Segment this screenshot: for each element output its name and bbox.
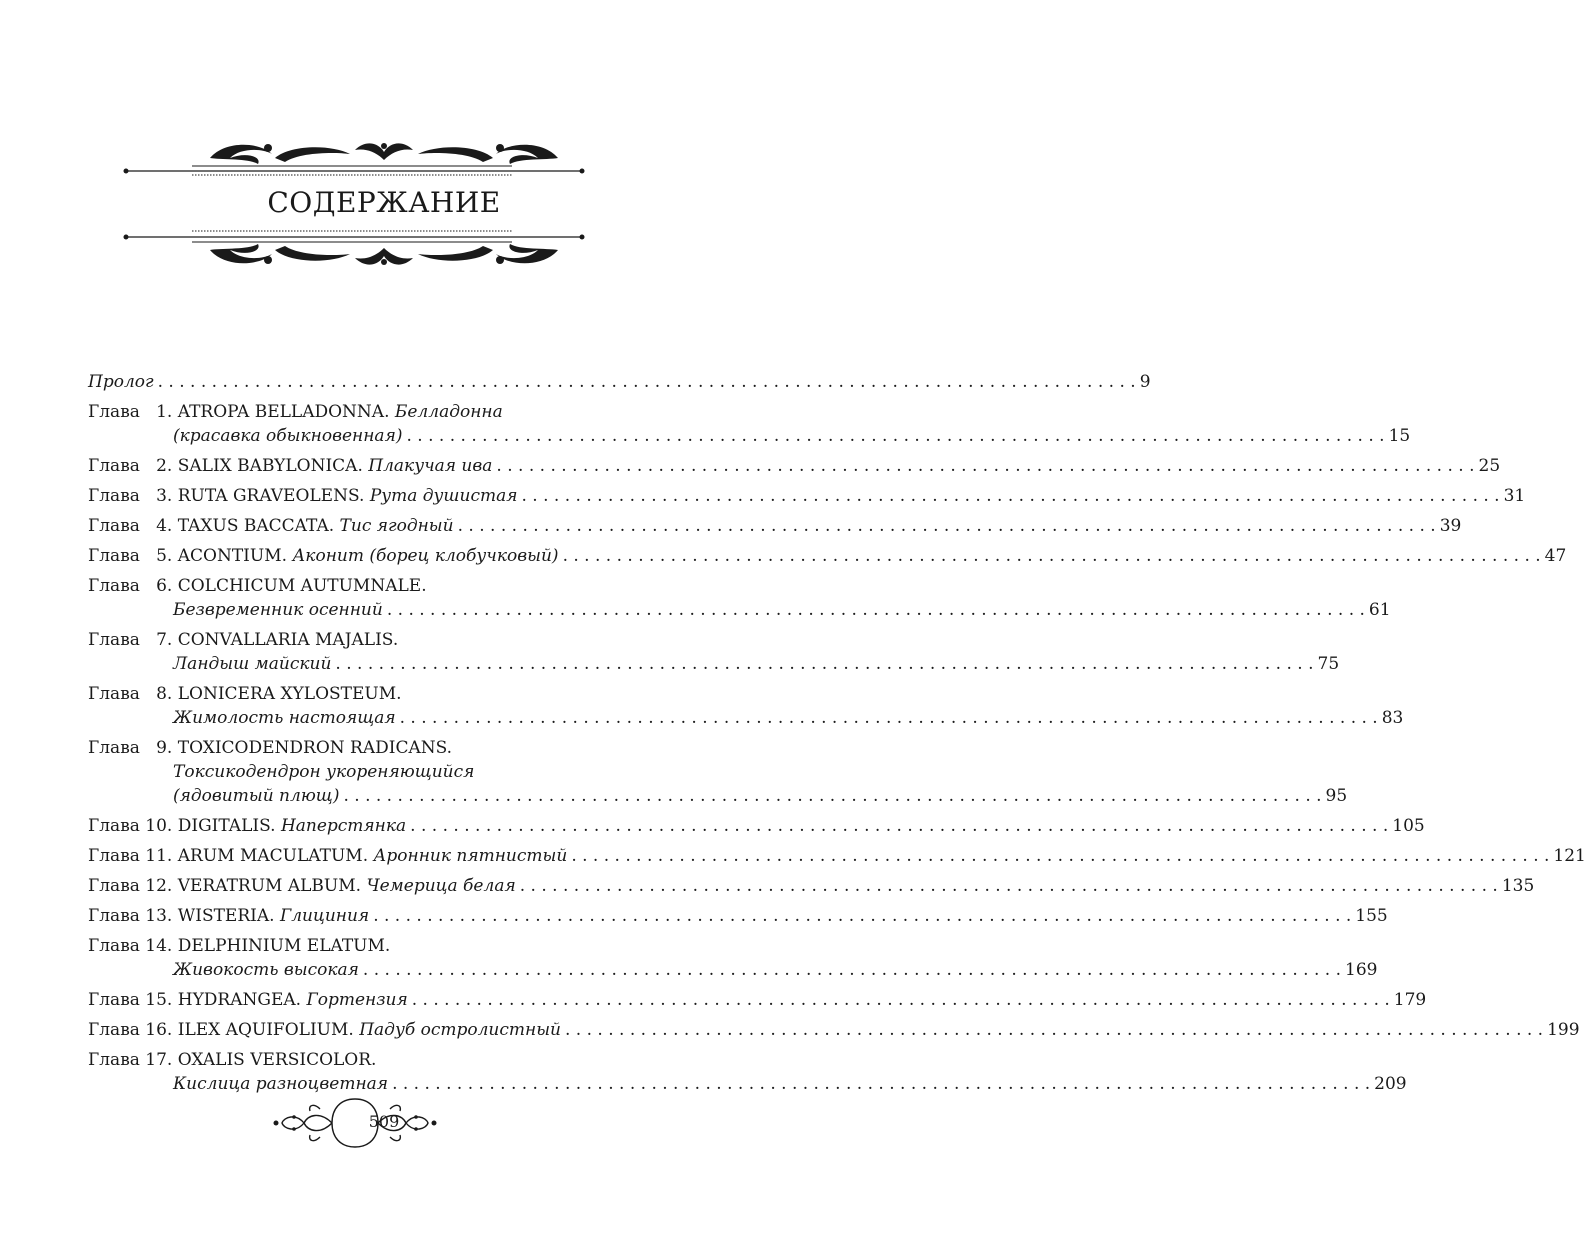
page-ref: 75 (1317, 654, 1340, 674)
page-ref: 47 (1544, 546, 1567, 566)
entry-title (178, 514, 454, 538)
chapter-label: Глава 10. (88, 816, 178, 836)
page-ref: 25 (1478, 456, 1501, 476)
common-name: Рута душистая (369, 486, 518, 506)
dot-leader (520, 874, 1498, 898)
toc-entry (88, 370, 1151, 394)
chapter-label: Глава 4. (88, 516, 178, 536)
page-ref: 39 (1439, 516, 1462, 536)
chapter-label: Глава 1. (88, 402, 178, 422)
chapter-label: Глава 8. (88, 684, 178, 704)
chapter-label: Глава 13. (88, 906, 178, 926)
toc-line (88, 874, 1535, 898)
chapter-label: Глава 11. (88, 846, 178, 866)
dot-leader (343, 784, 1321, 808)
entry-title (178, 844, 568, 868)
toc-line (88, 958, 1378, 982)
toc-line (88, 1048, 620, 1072)
toc-entry (88, 514, 1462, 538)
entry-title (173, 958, 359, 982)
latin-name: ATROPA BELLADONNA. (177, 402, 395, 422)
toc-entry (88, 544, 1567, 568)
dot-leader (363, 958, 1341, 982)
toc-line (88, 988, 1427, 1012)
common-name: Аронник пятнистый (373, 846, 568, 866)
chapter-label: Глава 3. (88, 486, 178, 506)
entry-title (178, 904, 369, 928)
chapter-label: Глава 12. (88, 876, 178, 896)
dot-leader (158, 370, 1136, 394)
common-name: Чемерица белая (366, 876, 516, 896)
toc-line (88, 784, 1348, 808)
common-name: Аконит (борец клобучковый) (292, 546, 559, 566)
toc-entry (88, 934, 1378, 982)
toc-line (88, 904, 1388, 928)
latin-name: COLCHICUM AUTUMNALE. (177, 576, 427, 596)
common-name: Падуб остролистный (359, 1020, 561, 1040)
latin-name: VERATRUM ALBUM. (177, 876, 367, 896)
common-name: Токсикодендрон укореняющийся (173, 762, 475, 782)
toc-line (88, 400, 620, 424)
toc-line (88, 628, 620, 652)
toc-entry (88, 904, 1388, 928)
toc-line (88, 484, 1526, 508)
toc-line (88, 682, 620, 706)
toc-line (88, 706, 1404, 730)
common-name: Пролог (88, 372, 154, 392)
page-ref: 83 (1381, 708, 1404, 728)
latin-name: TOXICODENDRON RADICANS. (177, 738, 453, 758)
entry-title (173, 784, 339, 808)
toc-line (88, 1018, 1580, 1042)
entry-title (178, 736, 452, 760)
entry-title (173, 652, 331, 676)
dot-leader (335, 652, 1313, 676)
common-name: Кислица разноцветная (173, 1074, 389, 1094)
latin-name: HYDRANGEA. (177, 990, 307, 1010)
dot-leader (496, 454, 1474, 478)
common-name: Жимолость настоящая (173, 708, 396, 728)
entry-title (178, 934, 391, 958)
dot-leader (458, 514, 1436, 538)
entry-title (173, 706, 396, 730)
common-name: Живокость высокая (173, 960, 359, 980)
common-name: Белладонна (394, 402, 503, 422)
toc-entry (88, 574, 1391, 622)
chapter-label: Глава 5. (88, 546, 178, 566)
table-of-contents (88, 370, 1586, 1102)
latin-name: DIGITALIS. (177, 816, 281, 836)
toc-line (88, 736, 620, 760)
entry-title (178, 628, 399, 652)
entry-title (178, 1018, 561, 1042)
entry-title (173, 424, 402, 448)
chapter-label: Глава 6. (88, 576, 178, 596)
toc-entry (88, 1048, 1407, 1096)
entry-title (178, 814, 406, 838)
latin-name: WISTERIA. (177, 906, 280, 926)
dot-leader (392, 1072, 1370, 1096)
toc-entry (88, 454, 1501, 478)
page-ref: 209 (1374, 1074, 1407, 1094)
page-ref: 179 (1393, 990, 1427, 1010)
dot-leader (412, 988, 1390, 1012)
page-ref: 105 (1392, 816, 1425, 836)
toc-line (88, 844, 1586, 868)
toc-entry (88, 988, 1427, 1012)
toc-line (88, 934, 620, 958)
toc-line (88, 598, 1391, 622)
page-ref: 169 (1345, 960, 1378, 980)
entry-title (178, 988, 408, 1012)
page-ref: 199 (1547, 1020, 1580, 1040)
toc-line (88, 760, 620, 784)
chapter-label: Глава 9. (88, 738, 178, 758)
toc-line (88, 514, 1462, 538)
latin-name: SALIX BABYLONICA. (177, 456, 369, 476)
toc-line (88, 652, 1340, 676)
toc-line (88, 454, 1501, 478)
chapter-label: Глава 7. (88, 630, 178, 650)
entry-title (178, 454, 493, 478)
common-name: Безвременник осенний (173, 600, 383, 620)
page-ref: 95 (1325, 786, 1348, 806)
common-name: Гортензия (306, 990, 408, 1010)
dot-leader (563, 544, 1541, 568)
common-name: Глициния (279, 906, 370, 926)
page-ref: 135 (1501, 876, 1535, 896)
page-ref: 9 (1139, 372, 1151, 392)
common-name: (красавка обыкновенная) (173, 426, 403, 446)
dot-leader (387, 598, 1365, 622)
toc-entry (88, 844, 1586, 868)
chapter-label: Глава 14. (88, 936, 178, 956)
latin-name: ILEX AQUIFOLIUM. (177, 1020, 360, 1040)
toc-line (88, 544, 1567, 568)
toc-line (88, 814, 1425, 838)
entry-title (178, 400, 503, 424)
common-name: Ландыш майский (173, 654, 332, 674)
dot-leader (410, 814, 1388, 838)
common-name: Плакучая ива (368, 456, 493, 476)
dot-leader (400, 706, 1378, 730)
entry-title (88, 370, 154, 394)
latin-name: ACONTIUM. (177, 546, 293, 566)
page-number: 509 (368, 1112, 400, 1131)
latin-name: OXALIS VERSICOLOR. (177, 1050, 377, 1070)
entry-title (178, 874, 516, 898)
latin-name: TAXUS BACCATA. (177, 516, 340, 536)
common-name: Наперстянка (280, 816, 407, 836)
chapter-label: Глава 17. (88, 1050, 178, 1070)
entry-title (178, 484, 518, 508)
page-ref: 31 (1503, 486, 1526, 506)
entry-title (173, 598, 383, 622)
latin-name: LONICERA XYLOSTEUM. (177, 684, 402, 704)
chapter-label: Глава 2. (88, 456, 178, 476)
toc-entry (88, 484, 1526, 508)
common-name: Тис ягодный (339, 516, 454, 536)
toc-entry (88, 682, 1404, 730)
latin-name: DELPHINIUM ELATUM. (177, 936, 391, 956)
toc-line (88, 424, 1411, 448)
dot-leader (406, 424, 1384, 448)
entry-title (178, 544, 559, 568)
toc-entry (88, 628, 1340, 676)
page-ref: 61 (1368, 600, 1391, 620)
dot-leader (522, 484, 1500, 508)
toc-line (88, 574, 620, 598)
page-ref: 121 (1553, 846, 1586, 866)
common-name: (ядовитый плющ) (173, 786, 340, 806)
dot-leader (565, 1018, 1543, 1042)
toc-entry (88, 1018, 1580, 1042)
entry-title (178, 574, 427, 598)
toc-line (88, 1072, 1407, 1096)
entry-title (178, 1048, 377, 1072)
toc-line (88, 370, 1151, 394)
toc-entry (88, 400, 1411, 448)
chapter-label: Глава 16. (88, 1020, 178, 1040)
entry-title (173, 1072, 388, 1096)
latin-name: RUTA GRAVEOLENS. (177, 486, 370, 506)
page-ref: 155 (1355, 906, 1388, 926)
entry-title (173, 760, 474, 784)
dot-leader (373, 904, 1351, 928)
toc-entry (88, 736, 1348, 808)
toc-entry (88, 814, 1425, 838)
latin-name: ARUM MACULATUM. (177, 846, 374, 866)
toc-entry (88, 874, 1535, 898)
latin-name: CONVALLARIA MAJALIS. (177, 630, 399, 650)
entry-title (178, 682, 402, 706)
chapter-label: Глава 15. (88, 990, 178, 1010)
page-title: СОДЕРЖАНИЕ (267, 186, 501, 219)
dot-leader (571, 844, 1549, 868)
page-ref: 15 (1388, 426, 1411, 446)
